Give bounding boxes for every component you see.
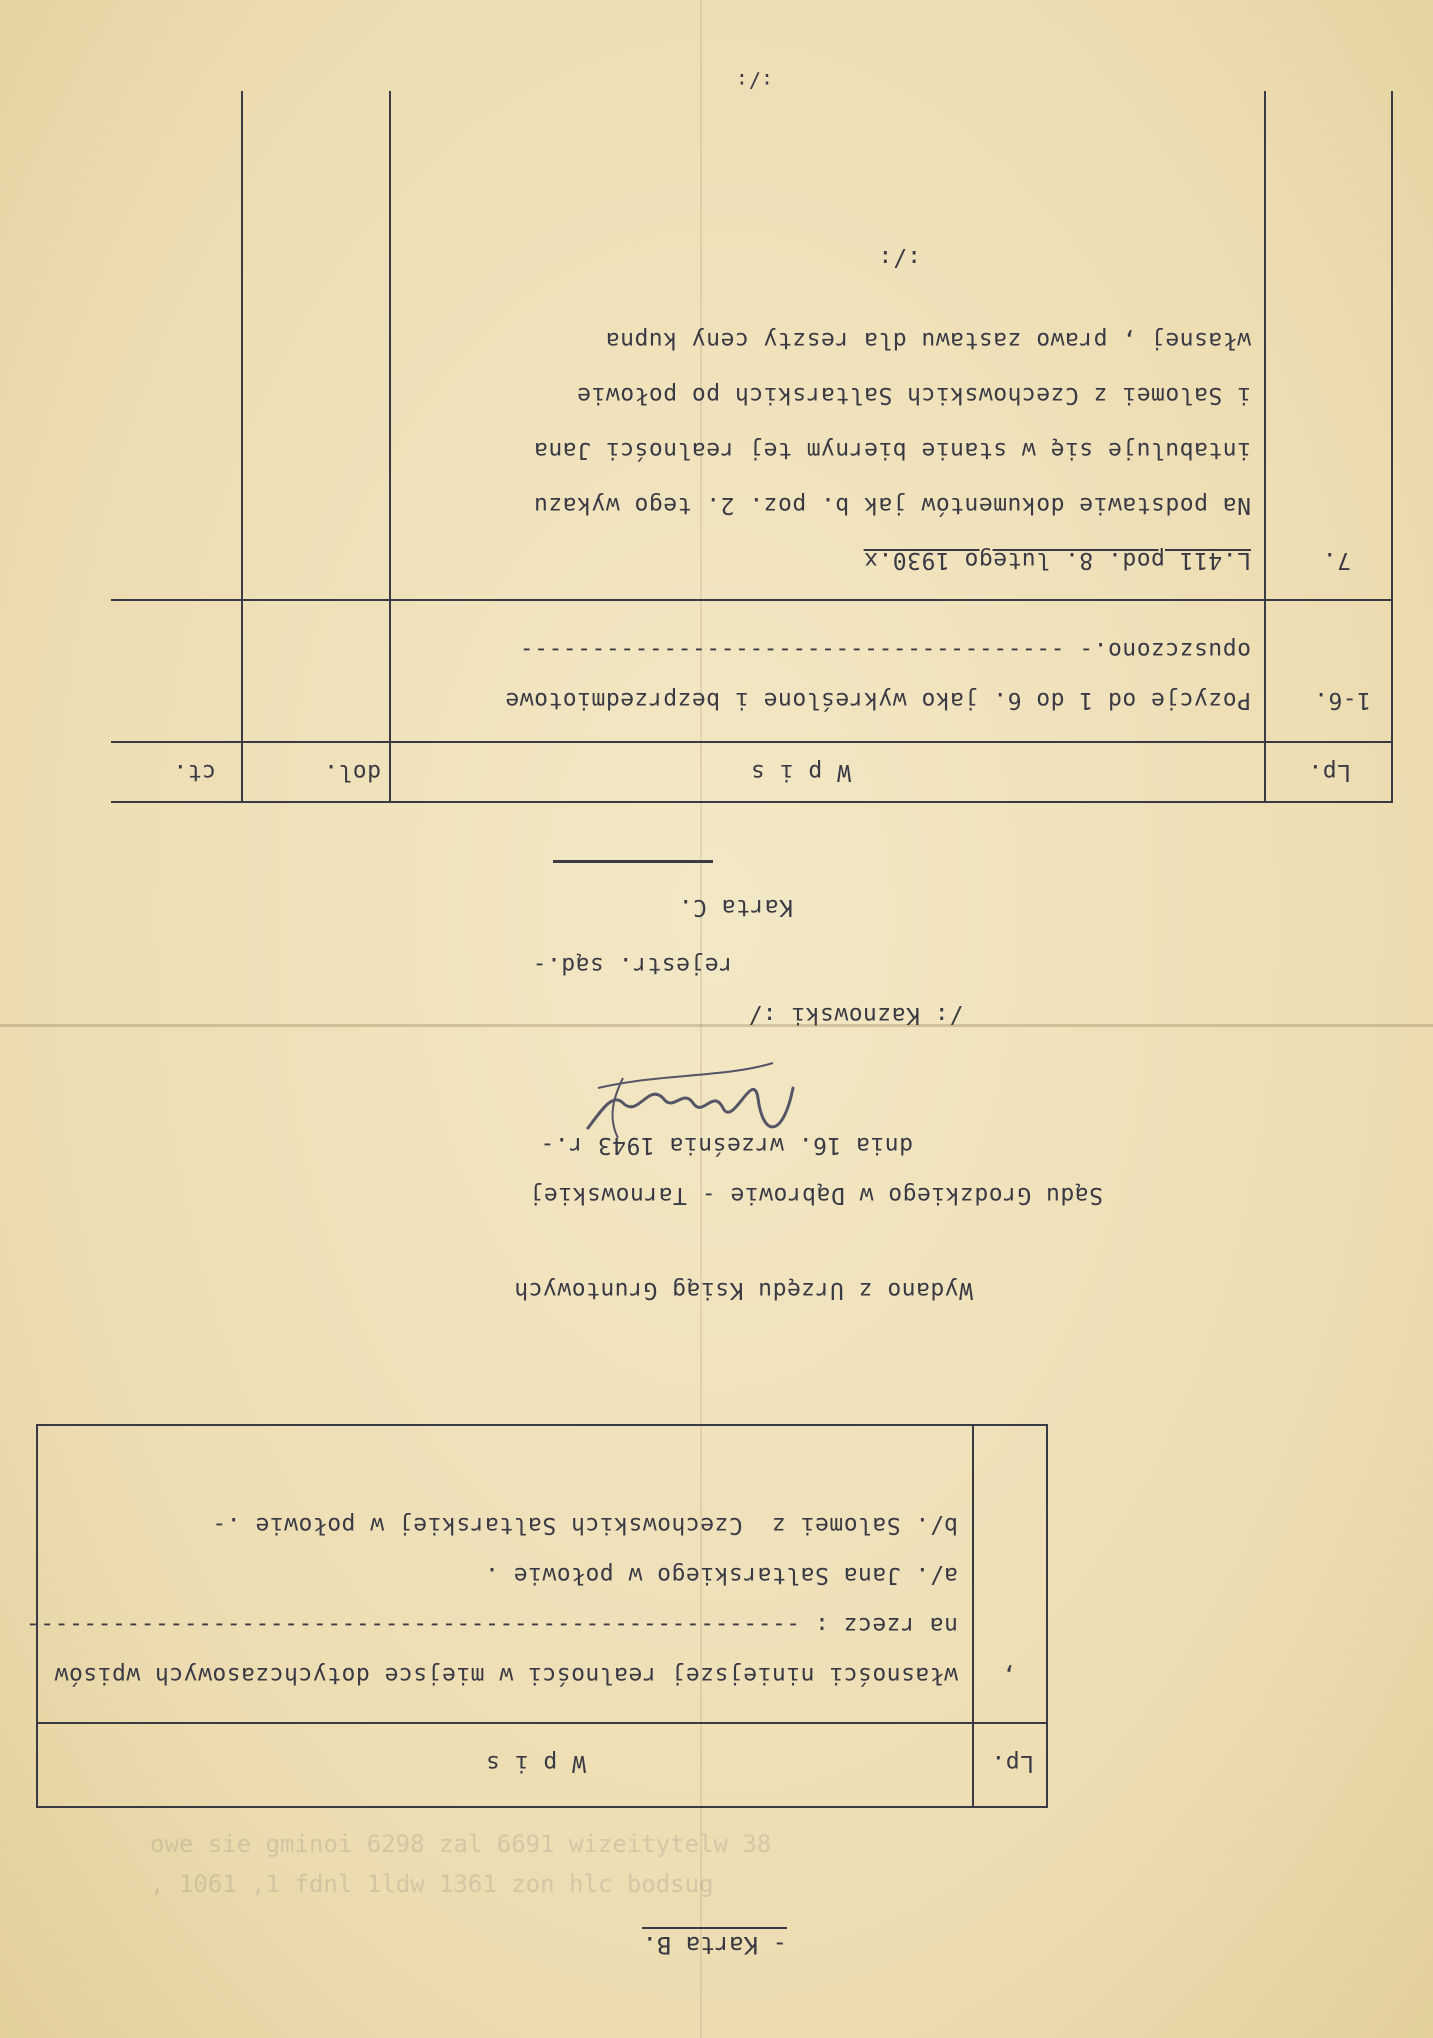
header-lp: Lp. xyxy=(1307,759,1351,785)
row-2-line-2: Na podstawie dokumentów jak b. poz. 2. tego wykazu xyxy=(533,492,1251,518)
row-2-line-5: własnej , prawo zastawu dla reszty ceny kupna xyxy=(605,327,1251,353)
row-2-line-4: i Salomei z Czechowskich Saltarskich po połowie xyxy=(576,382,1251,408)
header-wpis: W p i s xyxy=(750,759,851,785)
entry-line-2: na rzecz : ------------------------------------------------------ xyxy=(25,1612,958,1638)
row-1-lp: 1-6. xyxy=(1313,687,1371,713)
column-divider xyxy=(1264,91,1266,801)
bleed-through-text: owe sie gminoi 6298 zal 6691 wizeitytelw 38 xyxy=(150,1830,772,1858)
header-lp: Lp. xyxy=(990,1750,1034,1776)
entry-line-4: b/. Salomei z Czechowskich Saltarskiej w połowie .- xyxy=(211,1512,958,1538)
handwritten-signature xyxy=(573,1048,813,1158)
signature-name: /: Kaznowski :/ xyxy=(747,1002,963,1028)
column-divider xyxy=(972,1426,974,1806)
header-ct: ct. xyxy=(172,759,216,785)
karta-c-title-rule xyxy=(553,860,713,863)
karta-c-title: Karta C. xyxy=(678,894,793,920)
karta-b-table xyxy=(25,1424,1048,1808)
row-1-line-2: opuszczono.- -------------------------------------- xyxy=(519,637,1251,663)
bleed-through-text: , 1061 ,1 fdnl 1ldw 1361 zon hlc bodsug xyxy=(150,1870,714,1898)
entry-line-3: a/. Jana Saltarskiego w połowie . xyxy=(484,1562,958,1588)
karta-b-title: - Karta B. xyxy=(643,1927,788,1959)
header-dol: dol. xyxy=(323,759,381,785)
issuance-line-1: Wydano z Urzędu Ksiąg Gruntowych xyxy=(513,1277,973,1303)
issuance-date: dnia 16. września 1943 r.- xyxy=(539,1132,913,1158)
row-2-line-6: :/: xyxy=(877,245,921,271)
issuance-line-2: Sądu Grodzkiego w Dąbrowie - Tarnowskiej xyxy=(529,1182,1103,1208)
row-1-line-1: Pozycje od 1 do 6. jako wykreślone i bezprzedmiotowe xyxy=(504,687,1251,713)
karta-c-table xyxy=(111,91,1393,803)
row-2-line-1: L.411 pod. 8. lutego 1930.x xyxy=(863,547,1251,573)
row-divider xyxy=(111,599,1391,601)
row-2-line-3: intabuluje się w stanie biernym tej realności Jana xyxy=(533,437,1251,463)
column-divider xyxy=(389,91,391,801)
row-lp: , xyxy=(1001,1662,1016,1688)
page-end-marker: :/: xyxy=(735,69,773,93)
row-2-lp: 7. xyxy=(1322,547,1351,573)
column-divider xyxy=(241,91,243,801)
entry-line-1: własności niniejszej realności w miejsce dotychczasowych wpisów xyxy=(54,1662,958,1688)
signature-role: rejestr. sąd.- xyxy=(532,952,733,978)
header-wpis: W p i s xyxy=(485,1750,586,1776)
